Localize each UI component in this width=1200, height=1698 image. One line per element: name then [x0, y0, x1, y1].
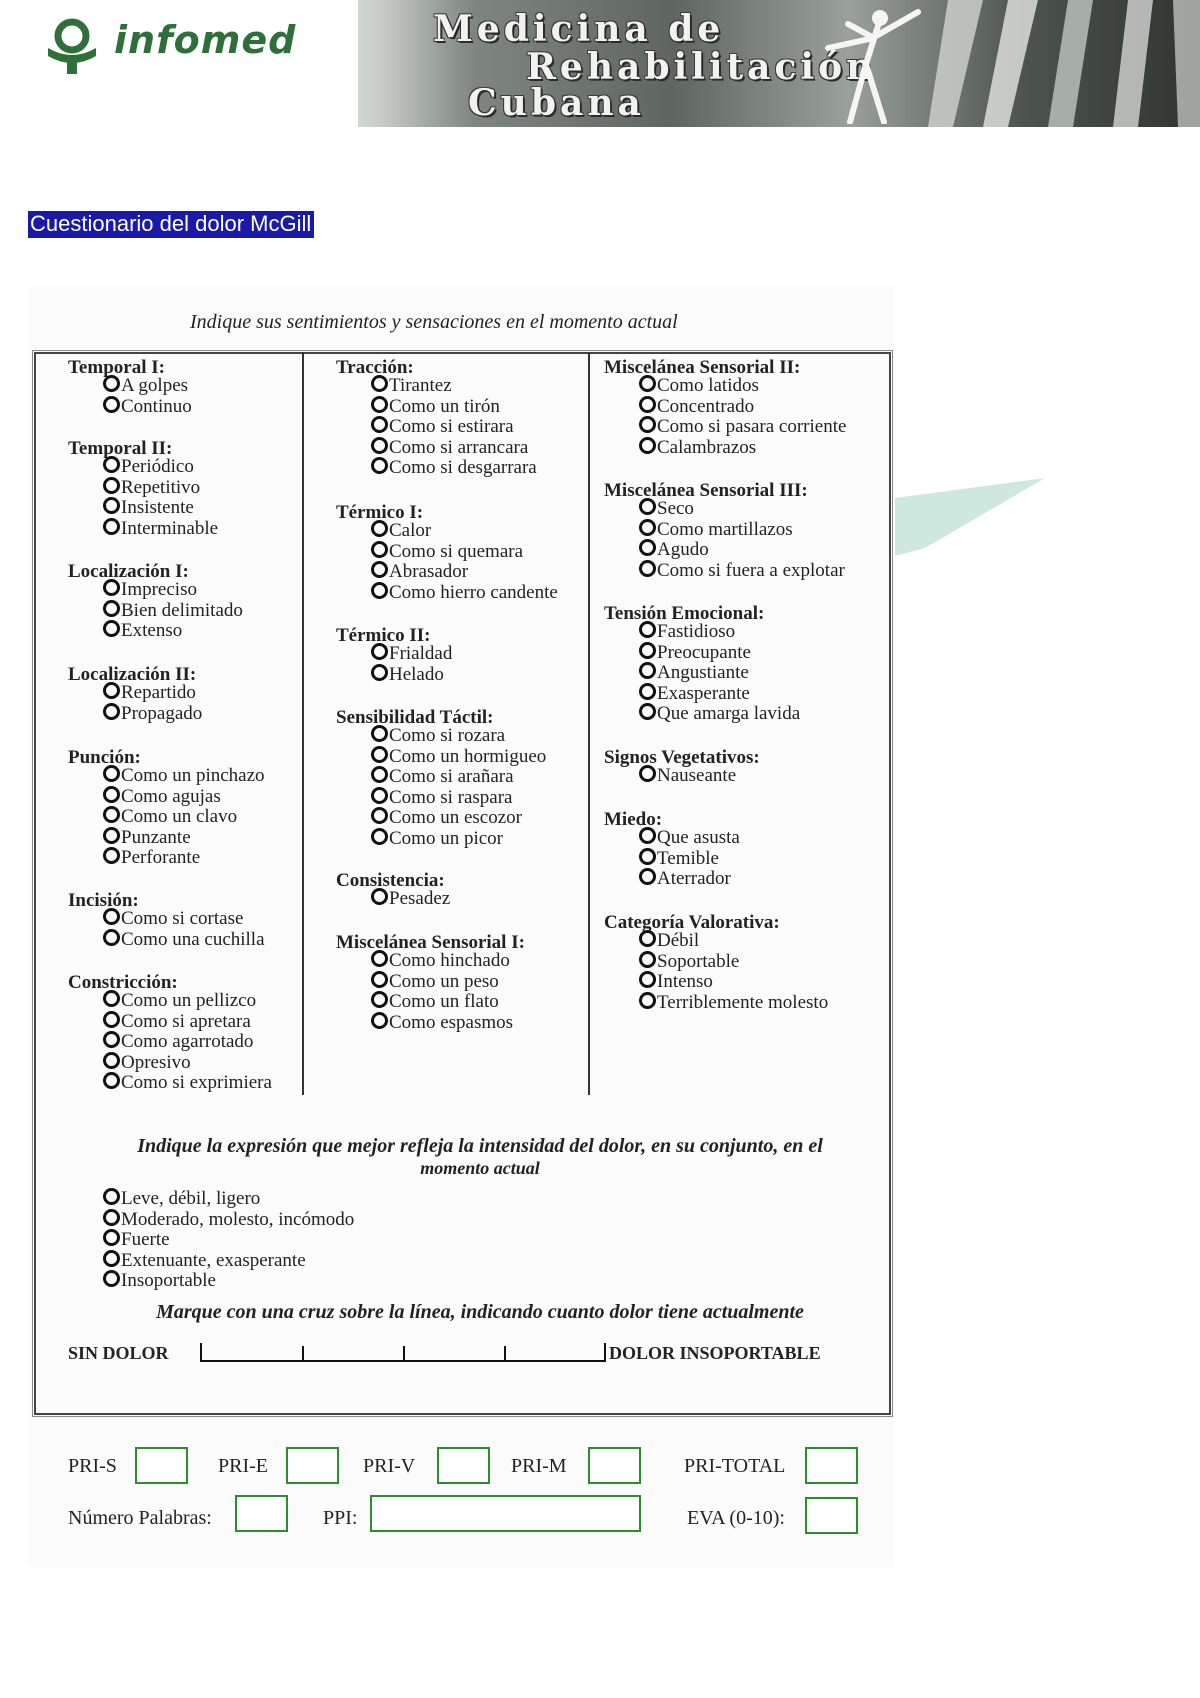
descriptor-option[interactable] [371, 971, 499, 992]
option-label: Como una cuchilla [121, 928, 265, 950]
radio-button-icon[interactable] [371, 888, 388, 905]
radio-button-icon[interactable] [371, 520, 388, 537]
descriptor-option[interactable] [639, 827, 740, 848]
option-label: Pesadez [389, 888, 451, 909]
option-label: Impreciso [121, 579, 197, 600]
option-label: Como hinchado [389, 950, 510, 971]
descriptor-option[interactable] [103, 847, 200, 868]
group-title: Tensión Emocional: [604, 603, 765, 624]
group-title: Incisión: [68, 890, 139, 911]
infomed-logo-icon [42, 18, 102, 76]
scale-right-label: DOLOR INSOPORTABLE [609, 1343, 821, 1363]
pri-e-field[interactable] [286, 1447, 339, 1484]
group-title: Constricción: [68, 972, 178, 993]
option-label: Angustiante [657, 662, 749, 683]
descriptor-option[interactable] [639, 930, 699, 951]
scale-left-label: SIN DOLOR [68, 1343, 169, 1363]
descriptor-option[interactable] [371, 561, 468, 582]
option-label: Como espasmos [389, 1011, 514, 1033]
descriptor-option[interactable] [103, 620, 182, 641]
option-label: Como si arañara [389, 766, 514, 787]
radio-button-icon[interactable] [371, 582, 388, 599]
option-label: Repetitivo [121, 476, 201, 498]
descriptor-option[interactable] [103, 765, 265, 786]
option-label: Como hierro candente [389, 581, 558, 603]
radio-button-icon[interactable] [103, 1031, 120, 1048]
descriptor-option[interactable] [103, 806, 237, 827]
decorative-swoosh-icon [895, 478, 1045, 558]
logo-area [28, 0, 358, 127]
pri-v-label: PRI-V [363, 1455, 416, 1477]
pri-v-field[interactable] [437, 1447, 490, 1484]
option-label: Como agarrotado [121, 1031, 254, 1052]
radio-button-icon[interactable] [103, 703, 120, 720]
option-label: Seco [657, 498, 694, 519]
descriptor-option[interactable] [371, 807, 522, 828]
eva-label: EVA (0-10): [687, 1507, 785, 1529]
option-label: Que asusta [657, 827, 740, 848]
option-label: Como agujas [121, 785, 221, 807]
radio-button-icon[interactable] [639, 560, 656, 577]
descriptor-option[interactable] [103, 827, 191, 848]
option-label: Como si raspara [389, 786, 513, 808]
scale-tick [604, 1343, 606, 1362]
option-label: Terriblemente molesto [657, 991, 829, 1013]
intensity-option[interactable] [103, 1188, 260, 1209]
descriptor-option[interactable] [103, 375, 188, 396]
group-title: Punción: [68, 747, 141, 768]
radio-button-icon[interactable] [639, 868, 656, 885]
option-label: Frialdad [389, 643, 453, 664]
radio-button-icon[interactable] [639, 992, 656, 1009]
descriptor-option[interactable] [103, 497, 194, 518]
radio-button-icon[interactable] [639, 662, 656, 679]
descriptor-option[interactable] [639, 662, 749, 683]
radio-button-icon[interactable] [103, 477, 120, 494]
radio-button-icon[interactable] [371, 457, 388, 474]
option-label: Como si apretara [121, 1010, 251, 1032]
radio-button-icon[interactable] [639, 951, 656, 968]
radio-button-icon[interactable] [103, 579, 120, 596]
radio-button-icon[interactable] [103, 786, 120, 803]
descriptor-option[interactable] [371, 457, 537, 478]
descriptor-option[interactable] [103, 786, 221, 807]
option-label: Como un tirón [389, 395, 500, 417]
descriptor-option[interactable] [639, 992, 828, 1013]
option-label: Como si arrancara [389, 436, 529, 458]
form-intro: Indique sus sentimientos y sensaciones en el momento actual [190, 311, 678, 333]
descriptor-option[interactable] [371, 541, 523, 562]
option-label: Como si cortase [121, 908, 244, 929]
radio-button-icon[interactable] [371, 766, 388, 783]
radio-button-icon[interactable] [639, 683, 656, 700]
page-title: Cuestionario del dolor McGill [28, 211, 314, 238]
descriptor-option[interactable] [371, 725, 505, 746]
radio-button-icon[interactable] [371, 746, 388, 763]
option-label: Como martillazos [657, 518, 793, 540]
numero-palabras-field[interactable] [235, 1495, 288, 1532]
option-label: Temible [657, 847, 719, 869]
pri-s-label: PRI-S [68, 1455, 117, 1477]
option-label: Como un pellizco [121, 990, 257, 1011]
group-title: Temporal II: [68, 438, 173, 459]
intensity-option[interactable] [103, 1250, 306, 1271]
intensity-instruction-line1: Indique la expresión que mejor refleja la intensidad del dolor, en su conjunto, en el [137, 1135, 823, 1157]
descriptor-option[interactable] [639, 416, 846, 437]
radio-button-icon[interactable] [103, 765, 120, 782]
descriptor-option[interactable] [639, 848, 719, 869]
descriptor-option[interactable] [639, 539, 709, 560]
option-label: Intenso [657, 971, 713, 992]
descriptor-option[interactable] [103, 1072, 272, 1093]
logo-text: infomed [114, 18, 297, 62]
option-label: Preocupante [657, 641, 751, 663]
scale-tick [403, 1346, 405, 1362]
intensity-instruction-line2: momento actual [420, 1158, 540, 1178]
radio-button-icon[interactable] [371, 664, 388, 681]
option-label: Punzante [121, 826, 191, 848]
option-label: Extenuante, exasperante [121, 1249, 306, 1271]
column-divider [302, 352, 304, 1095]
descriptor-option[interactable] [103, 396, 192, 417]
ppi-label: PPI: [323, 1507, 358, 1529]
option-label: Extenso [121, 620, 183, 641]
option-label: Moderado, molesto, incómodo [121, 1208, 355, 1230]
radio-button-icon[interactable] [639, 519, 656, 536]
descriptor-option[interactable] [371, 950, 510, 971]
radio-button-icon[interactable] [639, 765, 656, 782]
option-label: Fastidioso [657, 621, 736, 642]
radio-button-icon[interactable] [639, 621, 656, 638]
banner-stripes-image [928, 0, 1200, 127]
banner-title-line2: Rehabilitación [526, 46, 877, 88]
radio-button-icon[interactable] [103, 827, 120, 844]
radio-button-icon[interactable] [371, 807, 388, 824]
radio-button-icon[interactable] [103, 682, 120, 699]
group-title: Sensibilidad Táctil: [336, 707, 494, 728]
group-title: Miscelánea Sensorial II: [604, 357, 801, 378]
option-label: Aterrador [657, 868, 731, 889]
descriptor-option[interactable] [371, 746, 546, 767]
ppi-field[interactable] [370, 1495, 641, 1532]
descriptor-option[interactable] [639, 642, 751, 663]
descriptor-option[interactable] [103, 518, 218, 539]
group-title: Miscelánea Sensorial I: [336, 932, 525, 953]
radio-button-icon[interactable] [639, 848, 656, 865]
group-title: Signos Vegetativos: [604, 747, 760, 768]
radio-button-icon[interactable] [371, 828, 388, 845]
radio-button-icon[interactable] [371, 643, 388, 660]
group-title: Localización II: [68, 664, 197, 685]
option-label: Como un flato [389, 991, 499, 1012]
runner-figure-icon [788, 4, 948, 124]
option-label: Fuerte [121, 1229, 170, 1250]
radio-button-icon[interactable] [639, 827, 656, 844]
group-title: Miedo: [604, 809, 663, 830]
eva-field[interactable] [805, 1497, 858, 1534]
radio-button-icon[interactable] [371, 971, 388, 988]
descriptor-option[interactable] [371, 828, 503, 849]
descriptor-option[interactable] [103, 682, 196, 703]
descriptor-option[interactable] [371, 664, 444, 685]
option-label: Nauseante [657, 765, 737, 786]
descriptor-option[interactable] [371, 520, 431, 541]
option-label: Tirantez [389, 375, 452, 396]
radio-button-icon[interactable] [371, 725, 388, 742]
option-label: Abrasador [389, 561, 469, 582]
option-label: Como un clavo [121, 806, 238, 827]
option-label: Como si desgarrara [389, 457, 537, 478]
descriptor-option[interactable] [639, 519, 793, 540]
descriptor-option[interactable] [371, 643, 452, 664]
column-divider [588, 352, 590, 1095]
banner-title-line3: Cubana [468, 82, 645, 124]
descriptor-option[interactable] [639, 375, 759, 396]
descriptor-option[interactable] [371, 582, 558, 603]
radio-button-icon[interactable] [103, 908, 120, 925]
group-title: Tracción: [336, 357, 414, 378]
group-title: Localización I: [68, 561, 189, 582]
group-title: Categoría Valorativa: [604, 912, 780, 933]
group-title: Consistencia: [336, 870, 445, 891]
radio-button-icon[interactable] [103, 1270, 120, 1287]
option-label: Como un hormigueo [389, 745, 547, 767]
intensity-option[interactable] [103, 1209, 354, 1230]
intensity-instruction [80, 1135, 880, 1179]
option-label: Leve, débil, ligero [121, 1188, 261, 1209]
option-label: Helado [389, 663, 444, 685]
pri-m-label: PRI-M [511, 1455, 567, 1477]
option-label: Calor [389, 520, 432, 541]
radio-button-icon[interactable] [103, 456, 120, 473]
descriptor-option[interactable] [639, 765, 736, 786]
option-label: Como si estirara [389, 416, 514, 437]
scale-instruction: Marque con una cruz sobre la línea, indicando cuanto dolor tiene actualmente [156, 1301, 804, 1323]
descriptor-option[interactable] [639, 683, 750, 704]
banner-title-line1: Medicina de [433, 8, 725, 50]
descriptor-option[interactable] [639, 951, 739, 972]
descriptor-option[interactable] [639, 703, 800, 724]
radio-button-icon[interactable] [371, 541, 388, 558]
numero-palabras-label: Número Palabras: [68, 1507, 212, 1529]
radio-button-icon[interactable] [371, 787, 388, 804]
radio-button-icon[interactable] [371, 437, 388, 454]
option-label: Calambrazos [657, 436, 757, 458]
radio-button-icon[interactable] [103, 1209, 120, 1226]
radio-button-icon[interactable] [371, 416, 388, 433]
site-banner [28, 0, 1200, 127]
radio-button-icon[interactable] [639, 498, 656, 515]
group-title: Temporal I: [68, 357, 165, 378]
descriptor-option[interactable] [639, 621, 735, 642]
scale-tick [302, 1346, 304, 1362]
option-label: Interminable [121, 517, 219, 539]
descriptor-option[interactable] [371, 437, 528, 458]
descriptor-option[interactable] [371, 766, 514, 787]
radio-button-icon[interactable] [103, 1229, 120, 1246]
radio-button-icon[interactable] [103, 1011, 120, 1028]
descriptor-option[interactable] [371, 375, 452, 396]
option-label: Como si quemara [389, 540, 524, 562]
option-label: Periódico [121, 456, 194, 477]
descriptor-option[interactable] [639, 396, 754, 417]
radio-button-icon[interactable] [103, 620, 120, 637]
option-label: Como latidos [657, 375, 759, 396]
scale-tick [504, 1346, 506, 1362]
radio-button-icon[interactable] [371, 561, 388, 578]
radio-button-icon[interactable] [639, 437, 656, 454]
descriptor-option[interactable] [639, 560, 845, 581]
descriptor-option[interactable] [371, 888, 450, 909]
option-label: Que amarga lavida [657, 703, 801, 724]
radio-button-icon[interactable] [639, 416, 656, 433]
descriptor-option[interactable] [103, 600, 243, 621]
descriptor-option[interactable] [371, 396, 500, 417]
descriptor-option[interactable] [371, 416, 514, 437]
option-label: Débil [657, 930, 700, 951]
option-label: Concentrado [657, 395, 755, 417]
descriptor-option[interactable] [103, 703, 202, 724]
option-label: Bien delimitado [121, 599, 243, 621]
option-label: Como un peso [389, 970, 499, 992]
pri-total-field[interactable] [805, 1447, 858, 1484]
descriptor-option[interactable] [103, 477, 200, 498]
option-label: Soportable [657, 950, 740, 972]
descriptor-option[interactable] [103, 1052, 191, 1073]
radio-button-icon[interactable] [103, 806, 120, 823]
option-label: A golpes [121, 375, 189, 396]
radio-button-icon[interactable] [371, 375, 388, 392]
descriptor-option[interactable] [103, 456, 194, 477]
option-label: Propagado [121, 702, 203, 724]
option-label: Agudo [657, 539, 709, 560]
option-label: Como un picor [389, 827, 503, 849]
pri-s-field[interactable] [135, 1447, 188, 1484]
radio-button-icon[interactable] [103, 929, 120, 946]
descriptor-option[interactable] [639, 437, 756, 458]
radio-button-icon[interactable] [371, 991, 388, 1008]
radio-button-icon[interactable] [103, 847, 120, 864]
option-label: Continuo [121, 395, 192, 417]
radio-button-icon[interactable] [103, 518, 120, 535]
radio-button-icon[interactable] [639, 375, 656, 392]
descriptor-option[interactable] [371, 991, 499, 1012]
descriptor-option[interactable] [103, 990, 256, 1011]
radio-button-icon[interactable] [103, 1072, 120, 1089]
group-title: Térmico II: [336, 625, 431, 646]
radio-button-icon[interactable] [639, 971, 656, 988]
option-label: Opresivo [121, 1051, 191, 1073]
radio-button-icon[interactable] [103, 1052, 120, 1069]
descriptor-option[interactable] [103, 929, 265, 950]
option-label: Como un pinchazo [121, 765, 265, 786]
radio-button-icon[interactable] [371, 950, 388, 967]
intensity-option[interactable] [103, 1270, 216, 1291]
option-label: Como un escozor [389, 807, 522, 828]
option-label: Como si fuera a explotar [657, 559, 845, 581]
pri-e-label: PRI-E [218, 1455, 268, 1477]
radio-button-icon[interactable] [103, 600, 120, 617]
option-label: Como si pasara corriente [657, 416, 847, 437]
intensity-option[interactable] [103, 1229, 170, 1250]
descriptor-option[interactable] [103, 908, 243, 929]
radio-button-icon[interactable] [639, 539, 656, 556]
pri-total-label: PRI-TOTAL [684, 1455, 786, 1477]
option-label: Perforante [121, 847, 201, 868]
descriptor-option[interactable] [371, 1012, 513, 1033]
radio-button-icon[interactable] [639, 396, 656, 413]
descriptor-option[interactable] [639, 868, 731, 889]
descriptor-option[interactable] [639, 971, 713, 992]
radio-button-icon[interactable] [639, 642, 656, 659]
radio-button-icon[interactable] [103, 396, 120, 413]
descriptor-option[interactable] [639, 498, 694, 519]
scale-tick [200, 1343, 202, 1362]
radio-button-icon[interactable] [639, 930, 656, 947]
descriptor-option[interactable] [103, 1011, 251, 1032]
descriptor-option[interactable] [103, 1031, 253, 1052]
radio-button-icon[interactable] [371, 1012, 388, 1029]
radio-button-icon[interactable] [103, 990, 120, 1007]
radio-button-icon[interactable] [103, 1188, 120, 1205]
radio-button-icon[interactable] [103, 375, 120, 392]
option-label: Insistente [121, 497, 194, 518]
option-label: Como si exprimiera [121, 1072, 272, 1093]
radio-button-icon[interactable] [639, 703, 656, 720]
radio-button-icon[interactable] [103, 497, 120, 514]
group-title: Térmico I: [336, 502, 424, 523]
option-label: Como si rozara [389, 725, 506, 746]
option-label: Exasperante [657, 682, 750, 704]
descriptor-option[interactable] [103, 579, 197, 600]
pri-m-field[interactable] [588, 1447, 641, 1484]
descriptor-option[interactable] [371, 787, 512, 808]
option-label: Repartido [121, 682, 196, 703]
radio-button-icon[interactable] [371, 396, 388, 413]
group-title: Miscelánea Sensorial III: [604, 480, 808, 501]
option-label: Insoportable [121, 1270, 216, 1291]
radio-button-icon[interactable] [103, 1250, 120, 1267]
